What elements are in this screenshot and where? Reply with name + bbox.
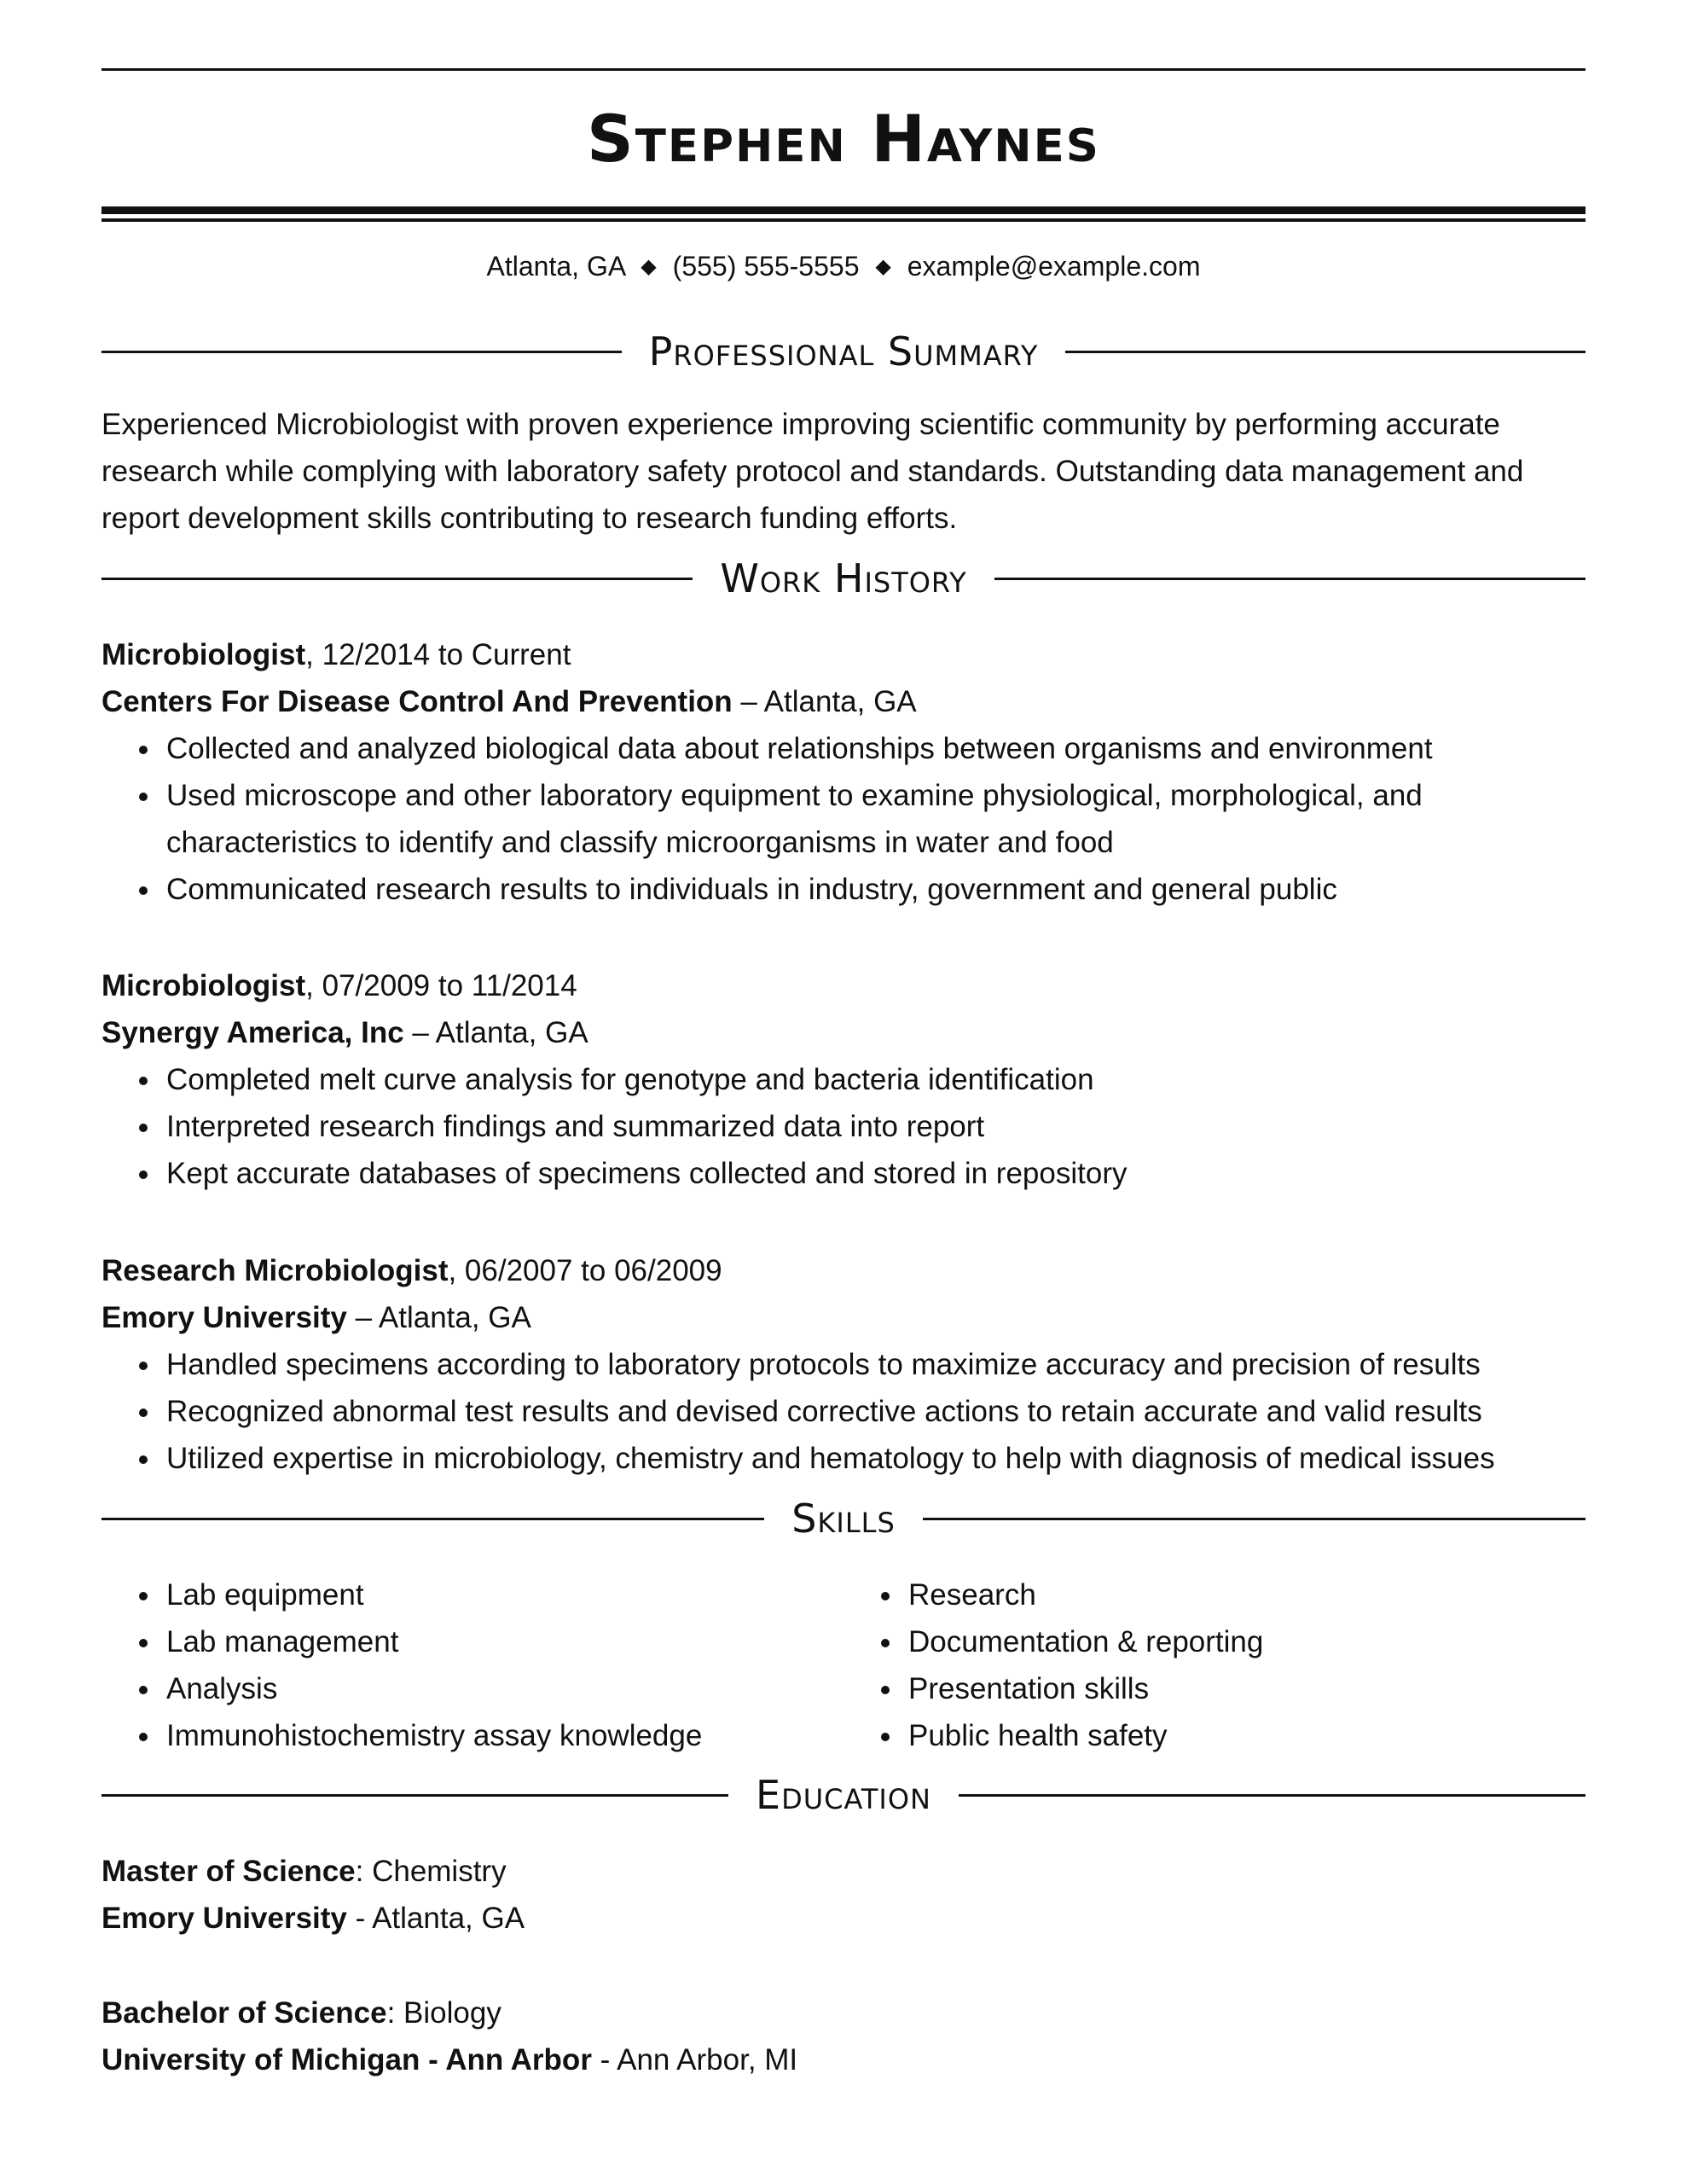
employer-name: Synergy America, Inc <box>101 1016 404 1049</box>
heading-rule-right <box>1065 351 1586 353</box>
diamond-separator-icon: ◆ <box>641 255 657 278</box>
employer-name: Centers For Disease Control And Prevention <box>101 685 733 718</box>
degree-field: : Chemistry <box>355 1855 507 1888</box>
employer-line <box>101 1294 1586 1341</box>
school-location: - Ann Arbor, MI <box>591 2043 798 2077</box>
job-bullet: Kept accurate databases of specimens collected and stored in repository <box>101 1150 1586 1197</box>
section-title: Work History <box>720 555 967 601</box>
job-bullets <box>101 1341 1586 1482</box>
employer-line <box>101 1009 1586 1056</box>
summary-text: Experienced Microbiologist with proven experience improving scientific community by performing accurate research while complying with laboratory safety protocol and standards. Outstanding data management and report development skills contributing to research funding efforts. <box>101 408 1524 535</box>
top-rule <box>101 68 1586 71</box>
job-entry <box>101 962 1586 1197</box>
skill-item: Immunohistochemistry assay knowledge <box>101 1712 844 1759</box>
section-title: Skills <box>791 1496 896 1542</box>
job-bullet: Completed melt curve analysis for genotype and bacteria identification <box>101 1056 1586 1103</box>
skill-item: Analysis <box>101 1665 844 1712</box>
school-name: University of Michigan - Ann Arbor <box>101 2043 592 2077</box>
skill-item: Research <box>844 1571 1586 1618</box>
degree-name: Bachelor of Science <box>101 1996 387 2030</box>
skill-item: Documentation & reporting <box>844 1618 1586 1665</box>
employer-name: Emory University <box>101 1301 347 1334</box>
heading-rule-left <box>101 1518 764 1520</box>
job-bullet: Recognized abnormal test results and devised corrective actions to retain accurate and valid results <box>101 1388 1586 1435</box>
diamond-separator-icon: ◆ <box>875 255 891 278</box>
header-thin-rule <box>101 218 1586 222</box>
job-title-line <box>101 962 1586 1009</box>
degree-field: : Biology <box>386 1996 501 2030</box>
school-name: Emory University <box>101 1902 347 1935</box>
contact-phone: (555) 555-5555 <box>672 251 860 282</box>
skills-column-right <box>844 1571 1586 1759</box>
employer-location: – Atlanta, GA <box>403 1016 588 1049</box>
job-title: Research Microbiologist <box>101 1254 449 1287</box>
header-thick-rule <box>101 206 1586 214</box>
education-entry <box>101 1848 1586 1942</box>
job-bullet: Communicated research results to individuals in industry, government and general public <box>101 866 1586 913</box>
heading-rule-right <box>923 1518 1586 1520</box>
skill-item: Public health safety <box>844 1712 1586 1759</box>
job-dates: , 07/2009 to 11/2014 <box>305 969 577 1002</box>
job-bullet: Utilized expertise in microbiology, chemistry and hematology to help with diagnosis of medical issues <box>101 1435 1586 1482</box>
candidate-name: Stephen Haynes <box>587 101 1100 177</box>
contact-email[interactable]: example@example.com <box>907 251 1201 282</box>
heading-rule-right <box>994 578 1586 580</box>
job-dates: , 12/2014 to Current <box>305 638 571 671</box>
education-heading <box>101 1769 1586 1821</box>
school-line <box>101 2036 1586 2083</box>
job-bullet: Collected and analyzed biological data about relationships between organisms and environment <box>101 725 1586 772</box>
job-bullet: Handled specimens according to laboratory protocols to maximize accuracy and precision of results <box>101 1341 1586 1388</box>
work-history-heading <box>101 553 1586 604</box>
heading-rule-left <box>101 578 693 580</box>
school-line <box>101 1895 1586 1942</box>
degree-line <box>101 1848 1586 1895</box>
contact-location: Atlanta, GA <box>486 251 625 282</box>
job-bullet: Used microscope and other laboratory equipment to examine physiological, morphological, and characteristics to identify and classify microorganisms in water and food <box>101 772 1586 866</box>
degree-name: Master of Science <box>101 1855 356 1888</box>
skill-item: Lab equipment <box>101 1571 844 1618</box>
job-title: Microbiologist <box>101 638 306 671</box>
summary-heading <box>101 326 1586 377</box>
job-entry <box>101 1247 1586 1482</box>
section-title: Professional Summary <box>648 328 1039 375</box>
heading-rule-left <box>101 351 622 353</box>
job-bullet: Interpreted research findings and summarized data into report <box>101 1103 1586 1150</box>
skills-column-left <box>101 1571 844 1759</box>
skill-item: Lab management <box>101 1618 844 1665</box>
skill-item: Presentation skills <box>844 1665 1586 1712</box>
employer-line <box>101 678 1586 725</box>
skills-list <box>101 1571 1586 1759</box>
section-title: Education <box>756 1772 931 1818</box>
employer-location: – Atlanta, GA <box>346 1301 531 1334</box>
job-title-line <box>101 631 1586 678</box>
heading-rule-right <box>959 1794 1586 1797</box>
education-entry <box>101 1989 1586 2083</box>
job-bullets <box>101 1056 1586 1197</box>
heading-rule-left <box>101 1794 728 1797</box>
job-dates: , 06/2007 to 06/2009 <box>448 1254 722 1287</box>
job-title-line <box>101 1247 1586 1294</box>
contact-line <box>101 247 1586 288</box>
school-location: - Atlanta, GA <box>346 1902 525 1935</box>
employer-location: – Atlanta, GA <box>732 685 917 718</box>
skills-heading <box>101 1493 1586 1544</box>
degree-line <box>101 1989 1586 2036</box>
job-title: Microbiologist <box>101 969 306 1002</box>
job-bullets <box>101 725 1586 913</box>
job-entry <box>101 631 1586 913</box>
